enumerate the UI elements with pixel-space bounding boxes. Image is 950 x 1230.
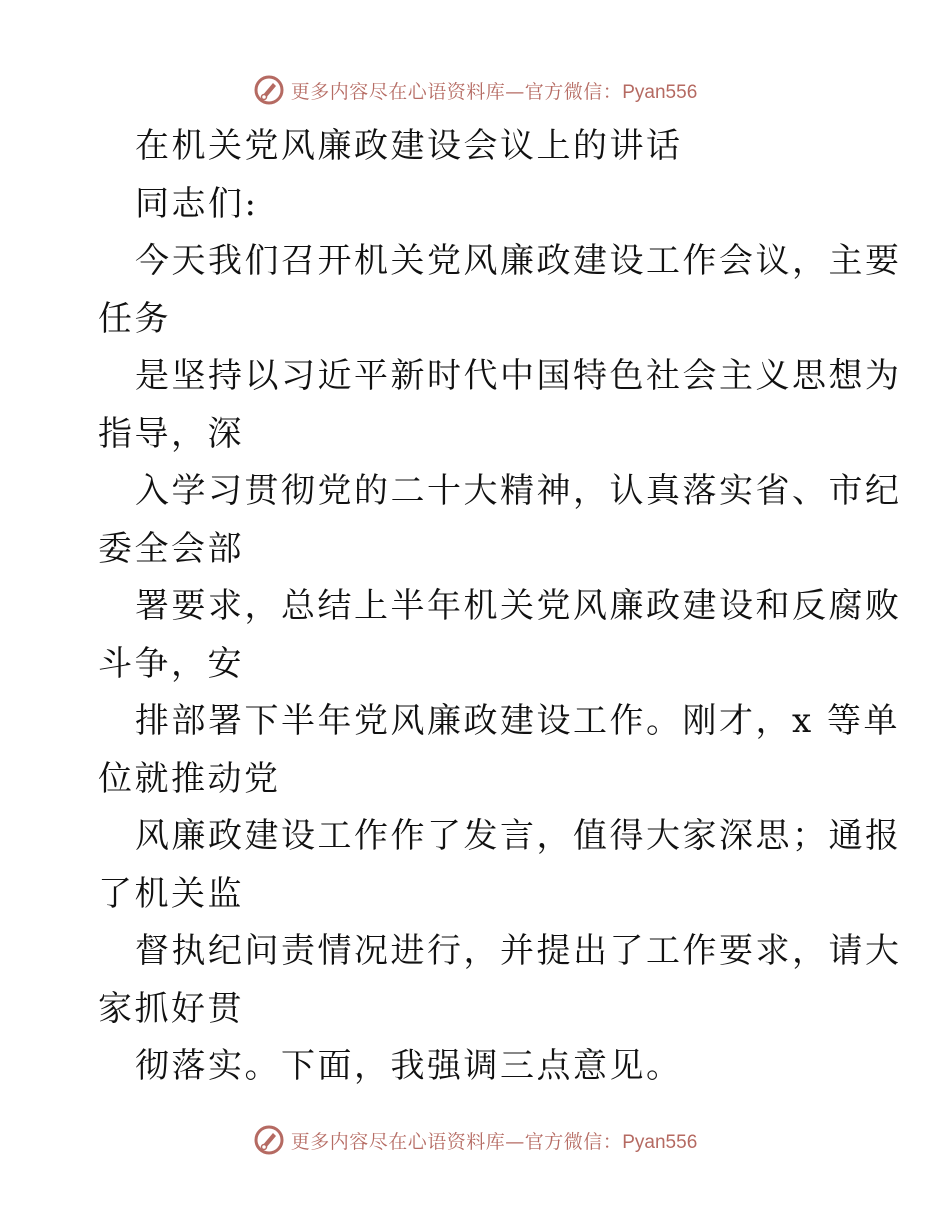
paragraph-line: 家抓好贯 xyxy=(98,988,244,1029)
paragraph-line: 任务 xyxy=(98,298,171,339)
paragraph-line: 位就推动党 xyxy=(98,758,281,799)
paragraph-line: 今天我们召开机关党风廉政建设工作会议，主要 xyxy=(135,241,902,281)
paragraph-line: 入学习贯彻党的二十大精神，认真落实省、市纪 xyxy=(135,471,902,511)
paragraph-line: 指导，深 xyxy=(98,413,244,454)
logo-icon xyxy=(253,74,285,106)
document-body xyxy=(98,118,902,1096)
salutation: 同志们: xyxy=(135,183,259,224)
watermark-text: 更多内容尽在心语资料库—官方微信：Pyan556 xyxy=(290,80,698,103)
footer-watermark xyxy=(0,1122,950,1158)
header-watermark xyxy=(0,72,950,108)
paragraph-line: 排部署下半年党风廉政建设工作。刚才，x 等单 xyxy=(135,701,900,741)
paragraph-line: 斗争，安 xyxy=(98,643,244,684)
document-title: 在机关党风廉政建设会议上的讲话 xyxy=(135,126,683,166)
paragraph-line: 督执纪问责情况进行，并提出了工作要求，请大 xyxy=(135,931,902,971)
paragraph-line: 风廉政建设工作作了发言，值得大家深思；通报 xyxy=(135,816,902,856)
paragraph-line: 彻落实。下面，我强调三点意见。 xyxy=(135,1046,683,1086)
paragraph-line: 是坚持以习近平新时代中国特色社会主义思想为 xyxy=(135,356,902,396)
paragraph-line: 了机关监 xyxy=(98,873,244,914)
watermark-text: 更多内容尽在心语资料库—官方微信：Pyan556 xyxy=(290,1130,698,1153)
paragraph-line: 委全会部 xyxy=(98,528,244,569)
paragraph-line: 署要求，总结上半年机关党风廉政建设和反腐败 xyxy=(135,586,902,626)
logo-icon xyxy=(253,1124,285,1156)
